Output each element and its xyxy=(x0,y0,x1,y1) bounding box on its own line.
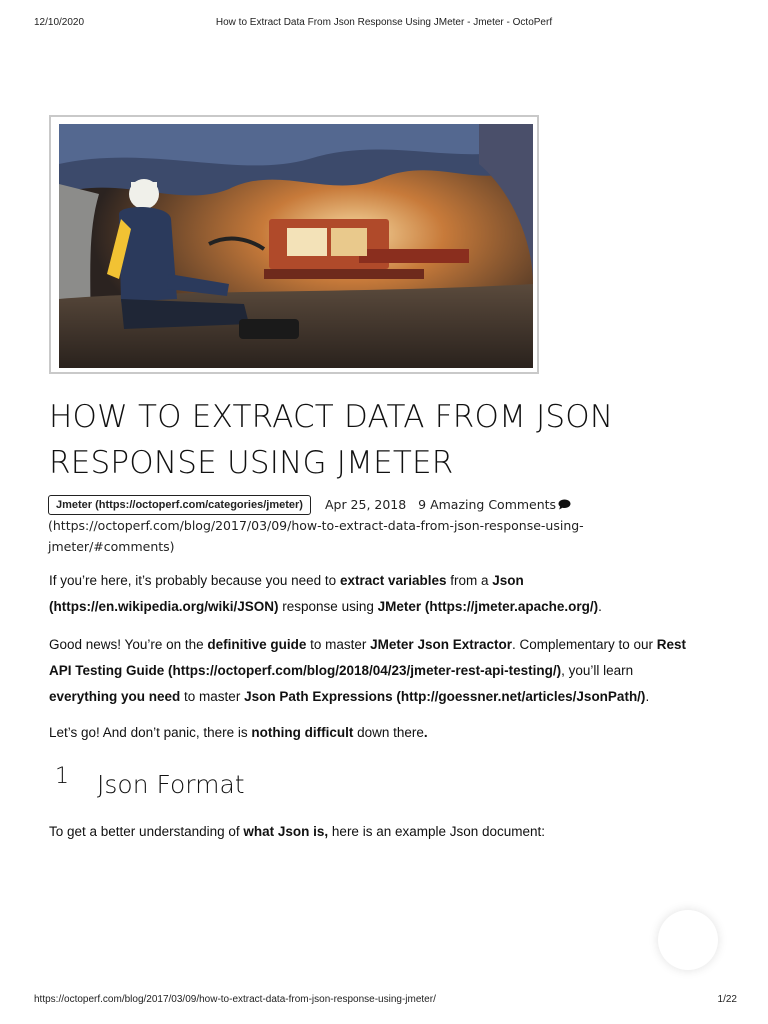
mining-tunnel-photo-icon xyxy=(59,124,533,368)
json-wikipedia-link[interactable]: (https://en.wikipedia.org/wiki/JSON) xyxy=(49,599,279,614)
article-title xyxy=(49,394,729,486)
article-title-line-2: RESPONSE USING JMETER xyxy=(49,445,454,481)
json-example-paragraph xyxy=(49,819,739,845)
guide-text-4: , you’ll learn xyxy=(561,663,634,678)
jmeter-link[interactable]: JMeter (https://jmeter.apache.org/) xyxy=(377,599,599,614)
guide-bold-json-extractor: JMeter Json Extractor xyxy=(370,637,512,652)
section-number: 1 xyxy=(55,764,69,789)
guide-text-5: to master xyxy=(180,689,245,704)
json-example-text-2: here is an example Json document: xyxy=(328,824,546,839)
hero-image-frame xyxy=(49,115,539,374)
json-example-bold-what-json-is: what Json is, xyxy=(243,824,329,839)
lets-go-bold-nothing-difficult: nothing difficult xyxy=(251,725,354,740)
print-page-number: 1/22 xyxy=(717,994,737,1005)
section-title: Json Format xyxy=(97,770,245,799)
guide-text-1: Good news! You’re on the xyxy=(49,637,208,652)
print-date: 12/10/2020 xyxy=(34,17,85,28)
rest-api-testing-guide-link[interactable]: API Testing Guide (https://octoperf.com/blog/2018/04/23/jmeter-rest-api-testing/) xyxy=(49,663,562,678)
article-title-line-1: HOW TO EXTRACT DATA FROM JSON xyxy=(49,399,614,435)
comments-url-line-1[interactable]: (https://octoperf.com/blog/2017/03/09/how-to-extract-data-from-json-response-using- xyxy=(48,518,584,533)
json-example-text-1: To get a better understanding of xyxy=(49,824,244,839)
intro-text-2: from a xyxy=(446,573,493,588)
guide-bold-everything-you-need: everything you need xyxy=(49,689,181,704)
json-link[interactable]: Json xyxy=(492,573,524,588)
guide-paragraph xyxy=(49,632,739,710)
intro-text-4: . xyxy=(598,599,602,614)
article-meta xyxy=(48,494,738,557)
rest-guide-link-start[interactable]: Rest xyxy=(656,637,687,652)
publish-date: Apr 25, 2018 xyxy=(324,497,407,512)
intro-text-1: If you’re here, it’s probably because you need to xyxy=(49,573,340,588)
guide-text-3: . Complementary to our xyxy=(511,637,657,652)
lets-go-period: . xyxy=(423,725,428,740)
intro-paragraph xyxy=(49,568,739,620)
lets-go-paragraph xyxy=(49,720,739,746)
category-badge[interactable]: Jmeter (https://octoperf.com/categories/jmeter) xyxy=(48,495,311,515)
print-url: https://octoperf.com/blog/2017/03/09/how-to-extract-data-from-json-response-using-jmeter/ xyxy=(34,994,436,1005)
comments-url-line-2[interactable]: jmeter/#comments) xyxy=(48,539,175,554)
comments-link[interactable]: 9 Amazing Comments xyxy=(418,497,557,512)
json-path-expressions-link[interactable]: Json Path Expressions (http://goessner.net/articles/JsonPath/) xyxy=(244,689,646,704)
chat-widget-button[interactable] xyxy=(658,910,718,970)
print-document-title: How to Extract Data From Json Response Using JMeter - Jmeter - OctoPerf xyxy=(215,17,553,28)
guide-text-2: to master xyxy=(306,637,371,652)
guide-bold-definitive-guide: definitive guide xyxy=(207,637,307,652)
lets-go-text-1: Let’s go! And don’t panic, there is xyxy=(49,725,252,740)
comment-bubble-icon[interactable] xyxy=(558,499,571,510)
guide-text-6: . xyxy=(645,689,650,704)
intro-bold-extract-variables: extract variables xyxy=(339,573,447,588)
lets-go-text-2: down there xyxy=(353,725,424,740)
intro-text-3: response using xyxy=(278,599,378,614)
